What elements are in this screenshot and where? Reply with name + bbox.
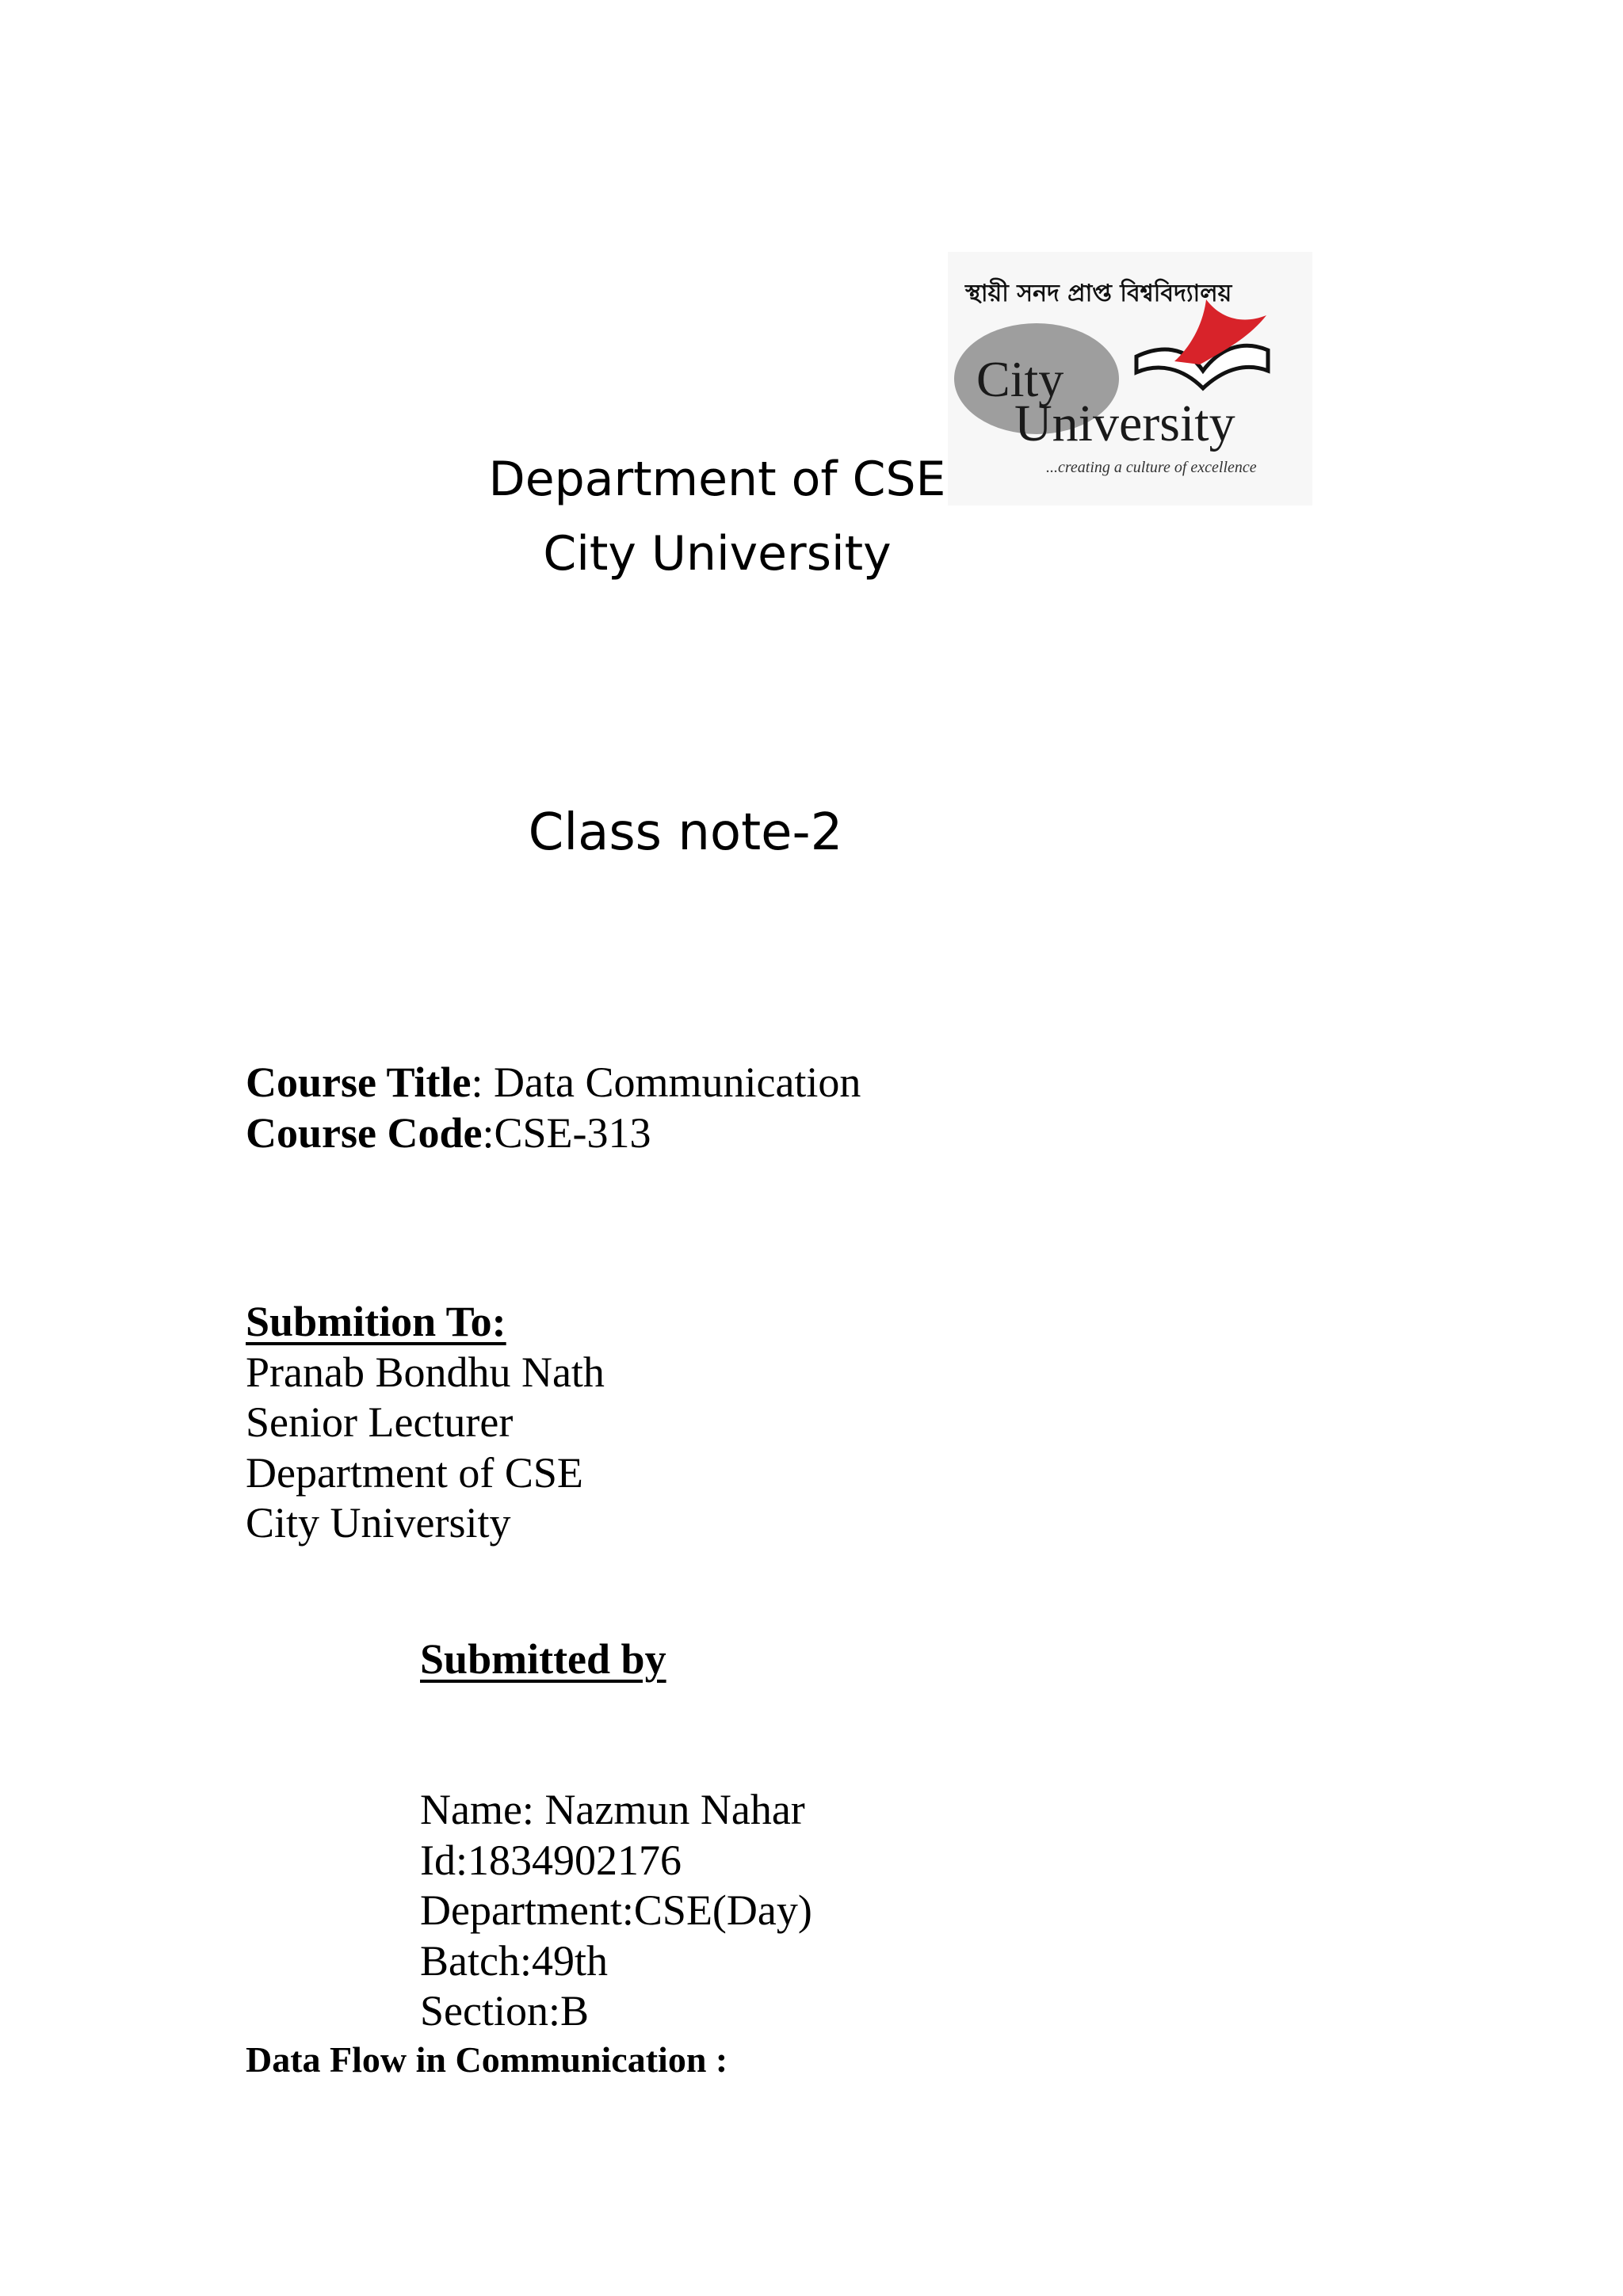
course-title-value: : Data Communication <box>471 1058 861 1106</box>
submitted-by-batch: Batch:49th <box>420 1937 608 1985</box>
department-title: Department of CSE <box>488 452 946 507</box>
course-code-value: :CSE-313 <box>482 1109 651 1157</box>
submitted-by-department: Department:CSE(Day) <box>420 1886 812 1934</box>
submission-to-heading: Submition To: <box>246 1298 506 1345</box>
submission-to-department: Department of CSE <box>246 1449 583 1497</box>
submission-to-university: City University <box>246 1499 511 1547</box>
logo-word-university: University <box>1014 395 1235 452</box>
logo-bengali-tagline: স্থায়ী সনদ প্রাপ্ত বিশ্ববিদ্যালয় <box>965 280 1232 307</box>
submission-to-designation: Senior Lecturer <box>246 1398 514 1446</box>
course-code-label: Course Code <box>246 1109 483 1157</box>
submitted-by-section: Section:B <box>420 1987 589 2035</box>
class-note-title: Class note-2 <box>528 803 843 862</box>
logo-word-city: City <box>976 351 1064 407</box>
data-flow-heading: Data Flow in Communication : <box>246 2039 728 2080</box>
logo-motto: ...creating a culture of excellence <box>1046 459 1257 476</box>
submitted-by-id: Id:1834902176 <box>420 1836 682 1884</box>
course-code-line <box>246 1108 651 1158</box>
university-title: City University <box>543 526 892 582</box>
submitted-by-heading: Submitted by <box>420 1635 666 1683</box>
course-title-label: Course Title <box>246 1058 472 1106</box>
submission-to-name: Pranab Bondhu Nath <box>246 1348 605 1396</box>
course-title-line <box>246 1057 861 1108</box>
submitted-by-name: Name: Nazmun Nahar <box>420 1786 805 1833</box>
